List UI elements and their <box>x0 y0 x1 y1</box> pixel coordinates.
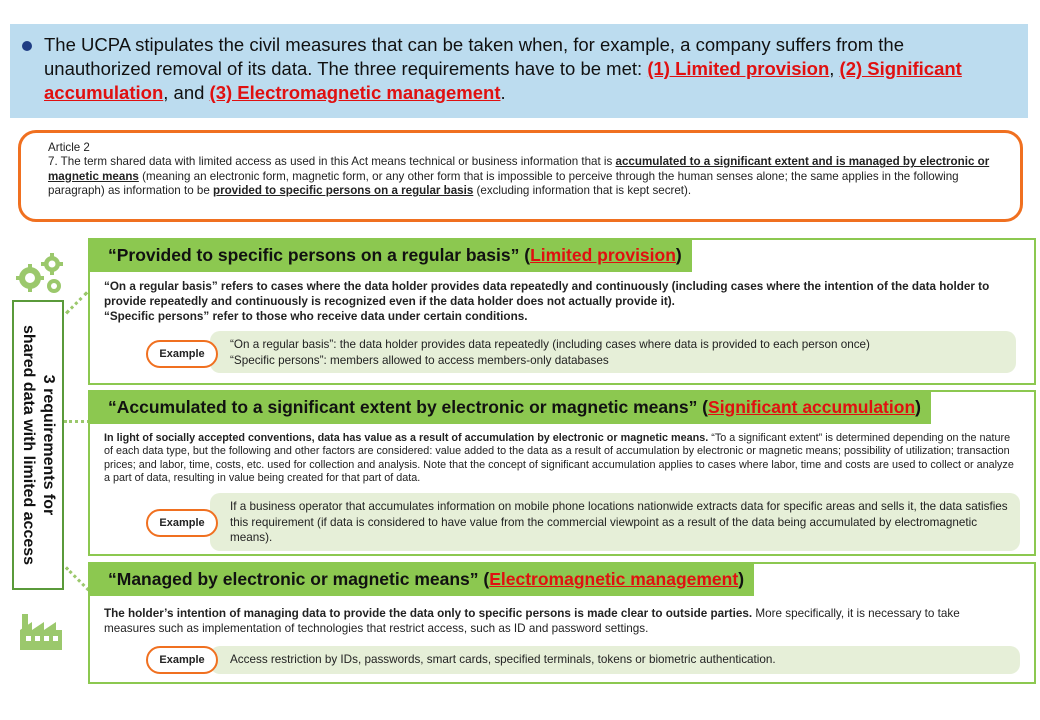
example-label: Example <box>146 646 218 674</box>
factory-icon <box>18 612 64 650</box>
bullet-icon <box>22 41 32 51</box>
requirement-card-limited-provision <box>88 238 1036 385</box>
connector-line <box>64 420 90 423</box>
card-description: “On a regular basis” refers to cases where the data holder provides data repeatedly and continuously (including cases where the intention of the data holder to provide repeatedly and continuously is recognized even if the data holder does not actually provide it). “Specific persons” refer to those who receive data under certain conditions. <box>104 280 990 323</box>
requirement-card-significant-accumulation <box>88 390 1036 556</box>
example-text: Access restriction by IDs, passwords, smart cards, specified terminals, tokens or biometric authentication. <box>230 653 776 666</box>
article-title: Article 2 <box>48 141 90 154</box>
card-title: “Provided to specific persons on a regular basis” (Limited provision) <box>88 238 692 272</box>
card-short-label: Significant accumulation <box>708 397 916 417</box>
example-area <box>210 331 1016 373</box>
connector-line <box>65 291 88 314</box>
example-label: Example <box>146 509 218 537</box>
example-text: If a business operator that accumulates information on mobile phone locations nationwide extracts data for specific areas and sells it, the data satisfies this requirement (if data is considered to have value from the commercial viewpoint as a result of the data being accumulated by electromagnetic means). <box>230 500 1008 544</box>
card-title: “Accumulated to a significant extent by electronic or magnetic means” (Significant accumulation) <box>88 390 931 424</box>
summary-banner <box>10 24 1028 118</box>
article-2-box <box>18 130 1023 222</box>
gears-icon <box>12 250 68 298</box>
req-limited-provision: (1) Limited provision <box>647 58 830 79</box>
connector-line <box>65 566 90 591</box>
requirement-card-electromagnetic-management <box>88 562 1036 684</box>
summary-text: The UCPA stipulates the civil measures that can be taken when, for example, a company suffers from the unauthorized removal of its data. The three requirements have to be met: (1) Limited provision, (2) Significant accumulation, and (3) Electromagnetic management. <box>44 34 962 103</box>
req-electromagnetic-management: (3) Electromagnetic management <box>209 82 501 103</box>
card-title: “Managed by electronic or magnetic means” (Electromagnetic management) <box>88 562 754 596</box>
example-area <box>210 646 1020 674</box>
article-bold-phrase-2: provided to specific persons on a regular basis <box>213 183 474 197</box>
example-text: “On a regular basis”: the data holder provides data repeatedly (including cases where data is provided to each person once) “Specific persons”: members allowed to access members-only databases <box>230 338 870 367</box>
card-description: The holder’s intention of managing data to provide the data only to specific persons is made clear to outside parties. More specifically, it is necessary to take measures such as implementation of technologies that restrict access, such as ID and password settings. <box>104 607 960 635</box>
side-label: 3 requirements for shared data with limited access <box>12 300 64 590</box>
example-area <box>210 493 1020 551</box>
example-label: Example <box>146 340 218 368</box>
article-bold-phrase-1: accumulated to a significant extent and is managed by electronic or magnetic means <box>48 155 990 183</box>
card-short-label: Electromagnetic management <box>489 569 739 589</box>
article-text: Article 2 7. The term shared data with limited access as used in this Act means technical or business information that is accumulated to a significant extent and is managed by electronic or magnetic means (meaning an electronic form, magnetic form, or any other form that is impossible to perceive through the human senses alone; the same applies in the following paragraph) as information to be provided to specific persons on a regular basis (excluding information that is kept secret). <box>48 141 998 198</box>
req-significant-accumulation: (2) Significant accumulation <box>44 58 962 103</box>
card-description: In light of socially accepted conventions, data has value as a result of accumulation by electronic or magnetic means. “To a significant extent” is determined depending on the nature of each data type, but the following and other factors are considered: value added to the data as a result of accumulation by electronic or magnetic means; possibility of utilization; transaction prices; and labor, time, costs, etc. used for collection and analysis. Note that the concept of significant accumulation applies to cases where labor, time and costs are used to collect or analyze a part of data, resulting in value being created for that part of data. <box>104 432 1014 485</box>
card-short-label: Limited provision <box>530 245 676 265</box>
